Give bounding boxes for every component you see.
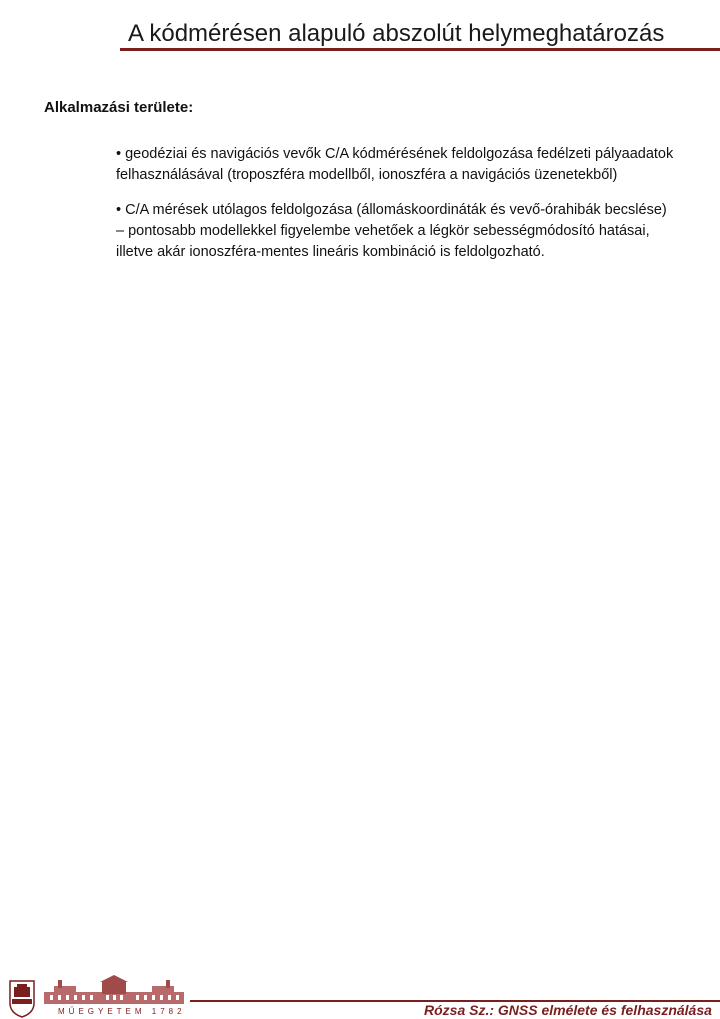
footer [0, 486, 720, 1018]
university-building-icon [44, 974, 184, 1006]
bullet-list [116, 144, 676, 277]
bullet-item: • geodéziai és navigációs vevők C/A kódmérésének feldolgozása fedélzeti pályaadatok felhasználásával (troposzféra modellből, ionoszféra a navigációs üzenetekből) [116, 146, 674, 183]
university-crest-icon [8, 979, 36, 1019]
title-underline [120, 48, 720, 51]
section-heading: Alkalmazási területe: [44, 99, 194, 116]
university-name: MŰEGYETEM 1782 [58, 1007, 186, 1016]
bullet-item: • C/A mérések utólagos feldolgozása (állomáskoordináták és vevő-órahibák becslése) – pontosabb modellekkel figyelembe vehetőek a légkör sebességmódosító hatásai, illetve akár ionoszféra-mentes lineáris kombináció is feldolgozható. [116, 202, 667, 260]
course-footer-text: Rózsa Sz.: GNSS elmélete és felhasználása [424, 1002, 712, 1018]
slide-title: A kódmérésen alapuló abszolút helymeghatározás [128, 20, 665, 47]
